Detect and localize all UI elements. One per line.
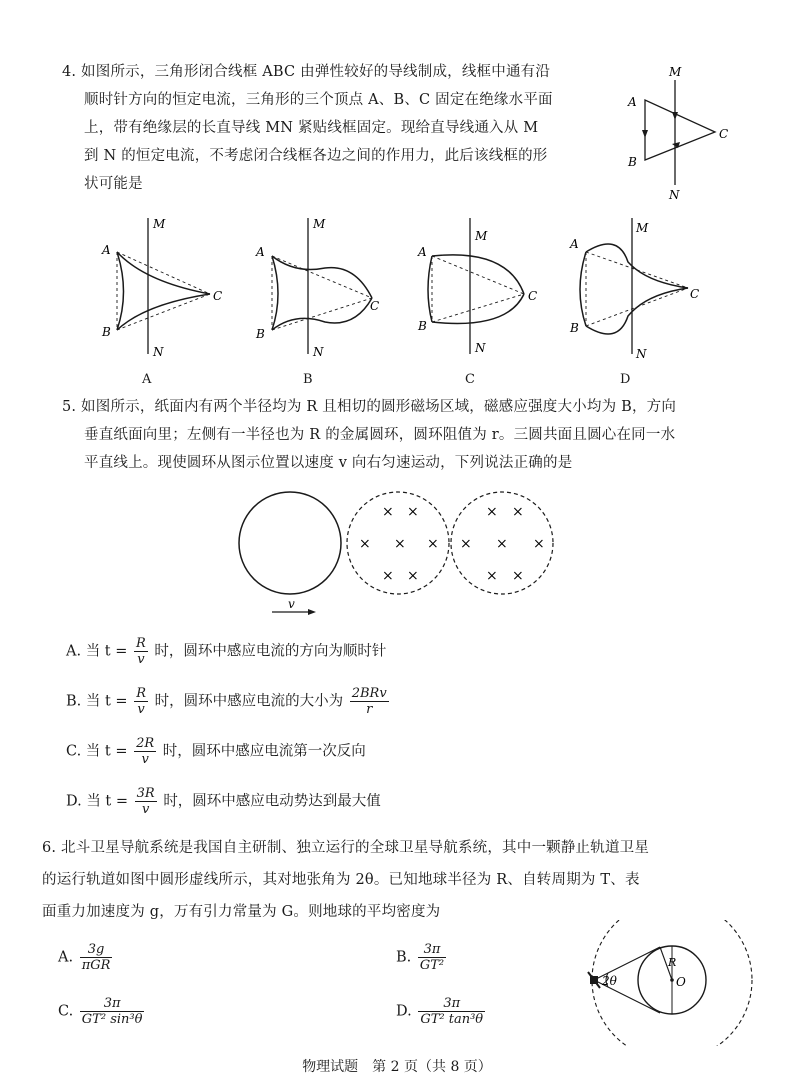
q5-figure — [232, 486, 562, 621]
q4-ref-label-a: A — [628, 95, 637, 109]
q4c-label-n: N — [475, 341, 486, 355]
q4-line-1: 4. 如图所示，三角形闭合线框 ABC 由弹性较好的导线制成，线框中通有沿 — [62, 64, 551, 80]
q5c-prefix: C. 当 t = — [66, 743, 128, 760]
q6-line-1: 6. 北斗卫星导航系统是我国自主研制、独立运行的全球卫星导航系统，其中一颗静止轨道卫星 — [42, 840, 650, 856]
q5-option-c — [66, 736, 366, 767]
q5-option-d — [66, 786, 381, 817]
field-mark: × — [382, 568, 394, 584]
q6c-den: GT² sin³θ — [81, 1012, 143, 1027]
q4-option-a-figure — [90, 212, 230, 362]
q5a-den: v — [137, 652, 145, 667]
q5a-num: R — [136, 636, 146, 651]
q5c-fraction — [134, 736, 156, 767]
q6-line-2: 的运行轨道如图中圆形虚线所示，其对地张角为 2θ。已知地球半径为 R、自转周期为 T、表 — [42, 872, 640, 888]
q6c-num: 3π — [80, 996, 145, 1012]
q6d-den: GT² tan³θ — [420, 1012, 484, 1027]
q4-line-5: 状可能是 — [84, 176, 143, 192]
field-mark: × — [427, 536, 439, 552]
q5b-num2: 2BRv — [351, 686, 387, 701]
q6-orbit-figure — [582, 920, 762, 1046]
q5d-prefix: D. 当 t = — [66, 793, 129, 810]
q5d-fraction — [135, 786, 157, 817]
q4b-label-b: B — [256, 327, 265, 341]
q4d-label-c: C — [690, 287, 700, 301]
satellite-icon — [588, 972, 600, 988]
q6-line-3: 面重力加速度为 g，万有引力常量为 G。则地球的平均密度为 — [42, 904, 441, 920]
q4-ref-label-c: C — [719, 127, 729, 141]
q5c-den: v — [141, 752, 149, 767]
q5a-suffix: 时，圆环中感应电流的方向为顺时针 — [154, 643, 387, 660]
q5b-num: R — [136, 686, 146, 701]
q5-line-2: 垂直纸面向里；左侧有一半径也为 R 的金属圆环，圆环阻值为 r。三圆共面且圆心在同一水 — [84, 427, 676, 443]
q5-line-1: 5. 如图所示，纸面内有两个半径均为 R 且相切的圆形磁场区域，磁感应强度大小均为 B，方向 — [62, 399, 677, 415]
q4a-label-b: B — [102, 325, 111, 339]
q4a-label-a: A — [102, 243, 111, 257]
q4-option-d-label: D — [620, 372, 631, 387]
q5-line-3: 平直线上。现使圆环从图示位置以速度 v 向右匀速运动，下列说法正确的是 — [84, 455, 573, 471]
q6a-num: 3g — [80, 942, 113, 958]
q6c-fraction — [80, 996, 145, 1027]
q6b-fraction — [418, 942, 446, 973]
q4c-label-b: B — [418, 319, 427, 333]
q5b-prefix: B. 当 t = — [66, 693, 128, 710]
q4-option-b-figure — [250, 212, 390, 362]
q4-ref-label-m: M — [669, 65, 682, 79]
q4b-label-c: C — [370, 299, 380, 313]
q5d-suffix: 时，圆环中感应电动势达到最大值 — [163, 793, 381, 810]
q5d-den: v — [141, 802, 150, 817]
q4c-label-c: C — [528, 289, 538, 303]
q4b-label-n: N — [313, 345, 324, 359]
q4-option-a-label: A — [142, 372, 152, 387]
field-mark: × — [382, 504, 394, 520]
q4d-label-a: A — [570, 237, 579, 251]
field-mark: × — [496, 536, 508, 552]
field-mark: × — [460, 536, 472, 552]
metal-ring — [239, 492, 341, 594]
q4a-label-m: M — [153, 217, 166, 231]
q5b-fraction — [134, 686, 148, 717]
q6-option-a — [58, 942, 114, 973]
q5b-den: v — [137, 702, 145, 717]
q5c-suffix: 时，圆环中感应电流第一次反向 — [162, 743, 366, 760]
q5b-suffix: 时，圆环中感应电流的大小为 — [154, 693, 344, 710]
q4-option-c-label: C — [465, 372, 475, 387]
q4d-label-b: B — [570, 321, 579, 335]
q6a-label: A. — [58, 949, 74, 966]
field-mark: × — [486, 568, 498, 584]
q6-option-c — [58, 996, 146, 1027]
q6-angle-label: 2θ — [602, 974, 617, 988]
field-mark: × — [512, 568, 524, 584]
q4b-label-a: A — [256, 245, 265, 259]
q6-radius-label: R — [668, 956, 677, 969]
q5-option-b — [66, 686, 391, 717]
q5b-current-fraction — [350, 686, 389, 717]
q6-option-b — [396, 942, 448, 973]
q4c-label-a: A — [418, 245, 427, 259]
field-mark: × — [359, 536, 371, 552]
q6-option-d — [396, 996, 487, 1027]
page-footer: 物理试题 第 2 页（共 8 页） — [302, 1059, 492, 1075]
q4-line-2: 顺时针方向的恒定电流，三角形的三个顶点 A、B、C 固定在绝缘水平面 — [84, 92, 553, 108]
q4-line-3: 上，带有绝缘层的长直导线 MN 紧贴线框固定。现给直导线通入从 M — [84, 120, 539, 136]
velocity-label: v — [288, 597, 295, 611]
q5b-den2: r — [366, 702, 373, 717]
q4a-label-c: C — [213, 289, 223, 303]
q4b-label-m: M — [313, 217, 326, 231]
q6a-fraction — [80, 942, 113, 973]
field-mark: × — [512, 504, 524, 520]
q6c-label: C. — [58, 1003, 74, 1020]
q6b-num: 3π — [418, 942, 446, 958]
q6b-label: B. — [396, 949, 412, 966]
q4a-label-n: N — [153, 345, 164, 359]
field-mark: × — [407, 504, 419, 520]
q4-ref-label-n: N — [669, 188, 680, 202]
q6d-num: 3π — [418, 996, 485, 1012]
field-mark: × — [486, 504, 498, 520]
q6b-den: GT² — [419, 958, 445, 973]
q4-line-4: 到 N 的恒定电流，不考虑闭合线框各边之间的作用力，此后该线框的形 — [84, 148, 548, 164]
field-mark: × — [407, 568, 419, 584]
q6-center-label: O — [676, 975, 686, 989]
q4-option-b-label: B — [303, 372, 313, 387]
q5a-fraction — [134, 636, 148, 667]
q6d-fraction — [418, 996, 485, 1027]
q4-reference-figure — [620, 60, 750, 205]
q5a-prefix: A. 当 t = — [66, 643, 128, 660]
q6d-label: D. — [396, 1003, 412, 1020]
q4-option-c-figure — [412, 212, 552, 362]
q4-option-d-figure — [566, 212, 716, 362]
q4d-label-m: M — [636, 221, 649, 235]
q4-ref-label-b: B — [628, 155, 637, 169]
q5c-num: 2R — [136, 736, 155, 751]
q6a-den: πGR — [81, 958, 111, 973]
q4d-label-n: N — [636, 347, 647, 361]
q5-option-a — [66, 636, 386, 667]
field-mark: × — [533, 536, 545, 552]
field-mark: × — [394, 536, 406, 552]
q5d-num: 3R — [136, 786, 155, 801]
q4c-label-m: M — [475, 229, 488, 243]
